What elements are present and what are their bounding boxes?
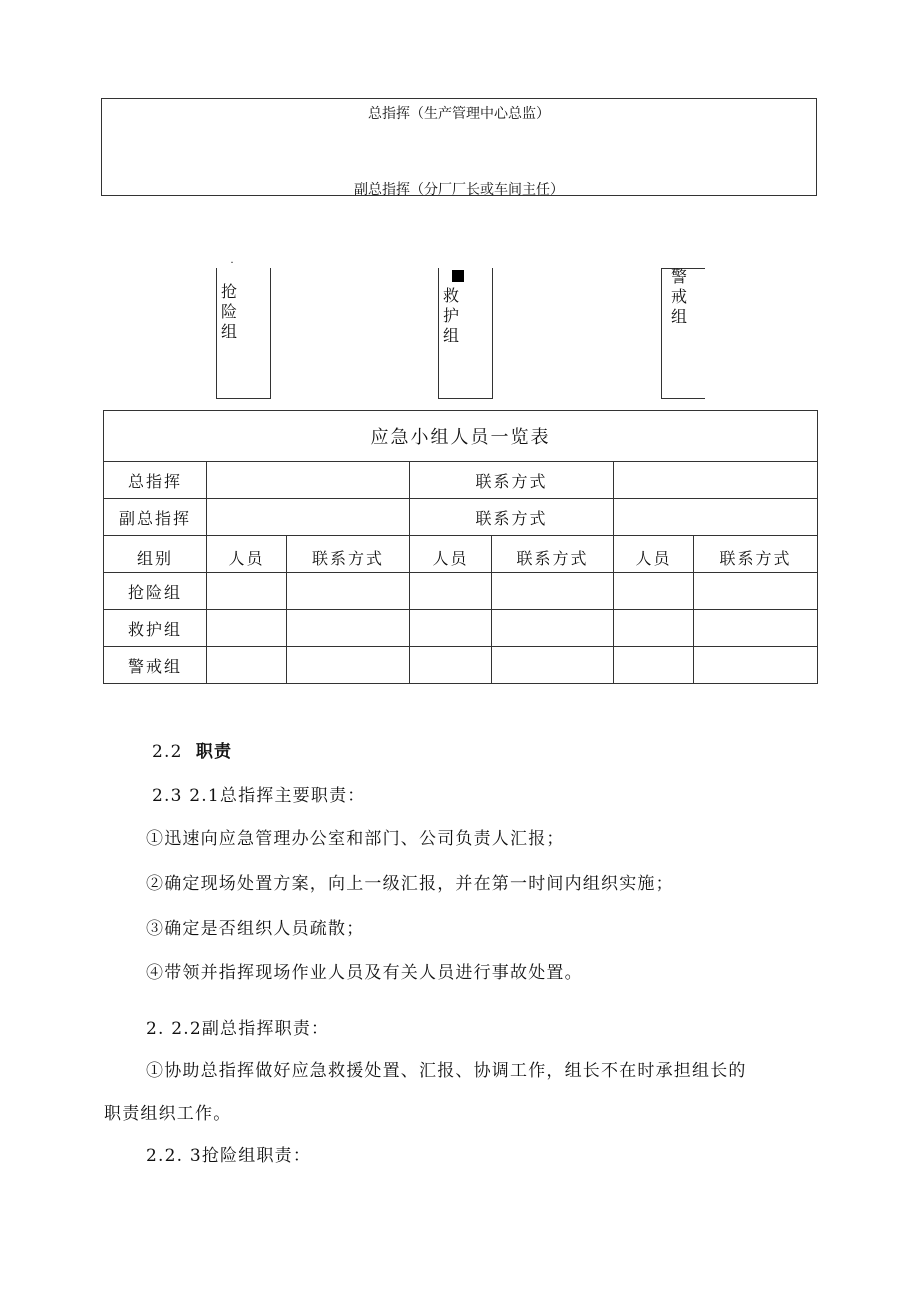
section-heading bbox=[152, 737, 232, 762]
square-bullet-icon bbox=[452, 270, 464, 282]
section-title: 职责 bbox=[195, 742, 233, 762]
deputy-contact-cell bbox=[614, 499, 818, 536]
list-item: ①迅速向应急管理办公室和部门、公司负责人汇报； bbox=[146, 829, 565, 849]
empty-cell bbox=[492, 610, 614, 647]
header-cell: 人员 bbox=[614, 536, 694, 573]
header-cell: 人员 bbox=[410, 536, 492, 573]
list-item-continuation: 职责组织工作。 bbox=[104, 1104, 232, 1124]
roster-title: 应急小组人员一览表 bbox=[104, 411, 818, 462]
commander-contact-label: 联系方式 bbox=[410, 462, 614, 499]
subsection-heading: 2.2. 3抢险组职责： bbox=[146, 1146, 312, 1166]
commander-name-cell bbox=[207, 462, 410, 499]
header-cell: 人员 bbox=[207, 536, 287, 573]
group-name-guard: 警戒组 bbox=[671, 267, 688, 326]
command-box bbox=[101, 98, 817, 196]
list-item: ③确定是否组织人员疏散； bbox=[146, 919, 365, 939]
empty-cell bbox=[614, 647, 694, 684]
empty-cell bbox=[410, 610, 492, 647]
header-cell: 联系方式 bbox=[287, 536, 410, 573]
empty-cell bbox=[694, 647, 818, 684]
table-row bbox=[104, 462, 818, 499]
group-cell: 警戒组 bbox=[104, 647, 207, 684]
table-row bbox=[104, 610, 818, 647]
commander-contact-cell bbox=[614, 462, 818, 499]
group-mark: ˙ bbox=[229, 260, 235, 274]
group-name-aid: 救护组 bbox=[443, 286, 460, 345]
empty-cell bbox=[410, 573, 492, 610]
group-cell: 抢险组 bbox=[104, 573, 207, 610]
empty-cell bbox=[492, 647, 614, 684]
list-item: ①协助总指挥做好应急救援处置、汇报、协调工作，组长不在时承担组长的 bbox=[146, 1061, 747, 1081]
group-name-rescue: 抢险组 bbox=[221, 282, 238, 341]
header-cell: 联系方式 bbox=[694, 536, 818, 573]
empty-cell bbox=[287, 647, 410, 684]
group-cell: 救护组 bbox=[104, 610, 207, 647]
table-row bbox=[104, 647, 818, 684]
commander-cell: 总指挥 bbox=[104, 462, 207, 499]
list-item: ②确定现场处置方案，向上一级汇报，并在第一时间内组织实施； bbox=[146, 874, 674, 894]
empty-cell bbox=[207, 647, 287, 684]
deputy-cell: 副总指挥 bbox=[104, 499, 207, 536]
list-item: ④带领并指挥现场作业人员及有关人员进行事故处置。 bbox=[146, 963, 583, 983]
emergency-roster-table bbox=[103, 410, 818, 684]
empty-cell bbox=[614, 573, 694, 610]
group-box-rescue bbox=[216, 260, 271, 399]
table-row bbox=[104, 573, 818, 610]
table-header-row bbox=[104, 536, 818, 573]
empty-cell bbox=[492, 573, 614, 610]
empty-cell bbox=[207, 573, 287, 610]
deputy-contact-label: 联系方式 bbox=[410, 499, 614, 536]
commander-label: 总指挥（生产管理中心总监） bbox=[368, 106, 550, 122]
group-box-aid bbox=[438, 268, 493, 399]
deputy-commander-label: 副总指挥（分厂厂长或车间主任） bbox=[354, 182, 564, 198]
table-row bbox=[104, 499, 818, 536]
section-number: 2.2 bbox=[152, 742, 183, 762]
empty-cell bbox=[207, 610, 287, 647]
deputy-name-cell bbox=[207, 499, 410, 536]
empty-cell bbox=[287, 573, 410, 610]
empty-cell bbox=[614, 610, 694, 647]
empty-cell bbox=[410, 647, 492, 684]
empty-cell bbox=[694, 610, 818, 647]
subsection-heading: 2. 2.2副总指挥职责： bbox=[146, 1019, 330, 1039]
header-cell: 联系方式 bbox=[492, 536, 614, 573]
empty-cell bbox=[287, 610, 410, 647]
header-cell: 组别 bbox=[104, 536, 207, 573]
subsection-heading: 2.3 2.1总指挥主要职责： bbox=[152, 786, 366, 806]
group-box-guard bbox=[661, 268, 705, 399]
empty-cell bbox=[694, 573, 818, 610]
